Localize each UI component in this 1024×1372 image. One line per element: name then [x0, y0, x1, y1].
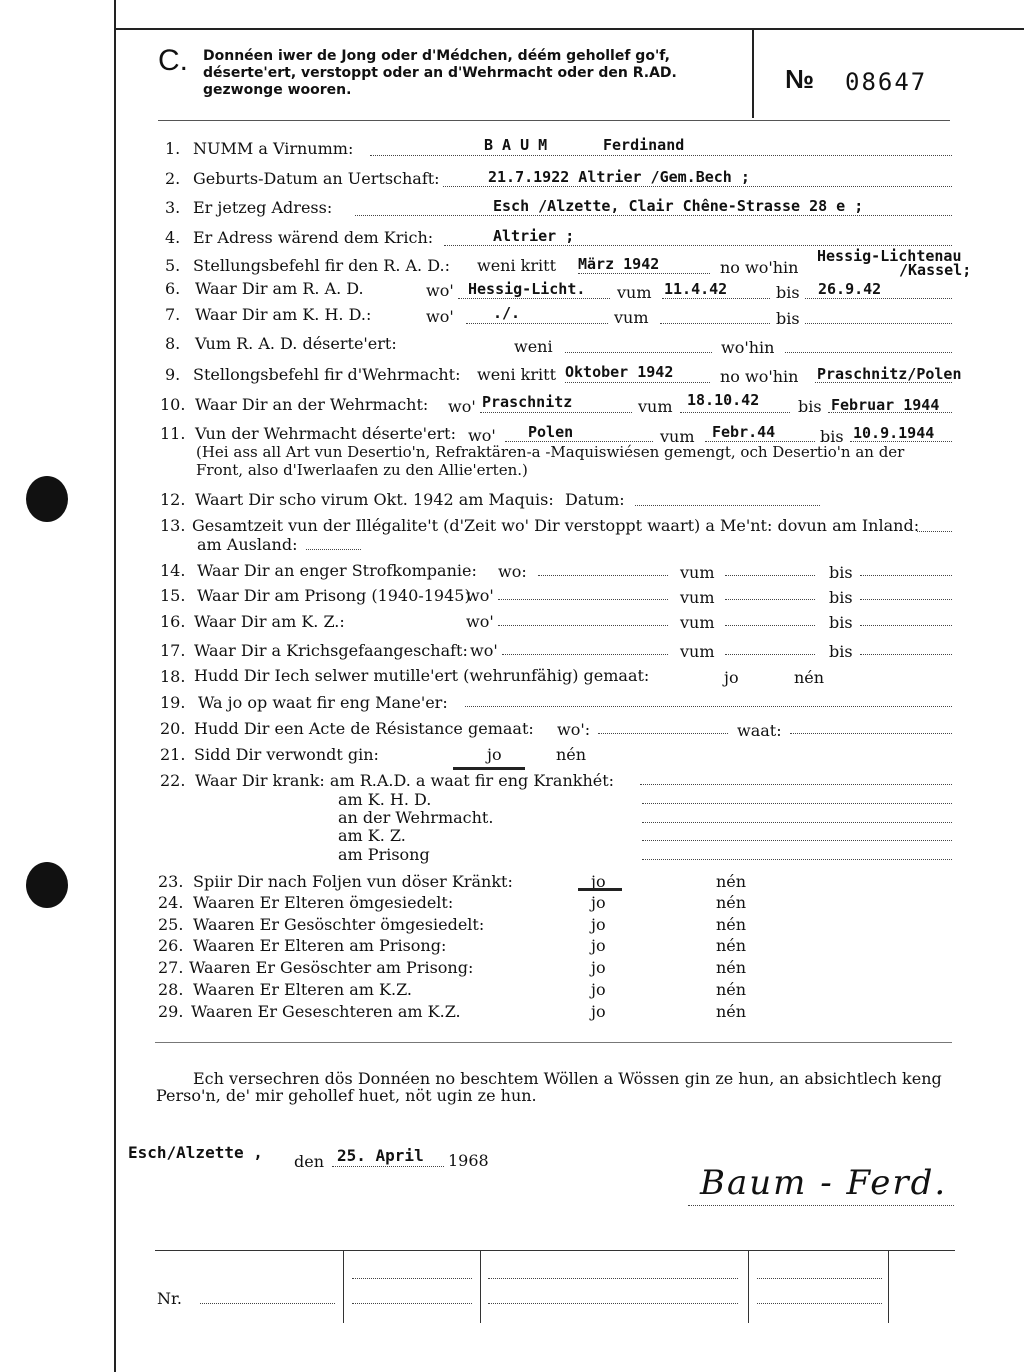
field-label: Vun der Wehrmacht déserte'ert:: [195, 424, 456, 443]
field-label: bis: [829, 563, 853, 582]
wehrmacht-to: Februar 1944: [831, 396, 940, 414]
field-label: Waart Dir scho virum Okt. 1942 am Maquis:: [195, 490, 554, 509]
yes-underline: [578, 888, 622, 891]
field-label: bis: [776, 283, 800, 302]
signature-line: [688, 1205, 954, 1206]
fill-line: [757, 1278, 882, 1279]
desertion-note: (Hei ass all Art vun Desertio'n, Refraktären-a -Maquiswiésen gemengt, och Desertio'n an der: [196, 443, 905, 461]
fill-line: [458, 298, 610, 299]
row-number: 12.: [160, 490, 186, 509]
field-label: weni kritt: [477, 365, 556, 384]
option-yes: jo: [591, 936, 606, 955]
row-number: 1.: [165, 139, 181, 158]
field-label: Waar Dir am K. Z.:: [194, 612, 345, 631]
row-number: 23.: [158, 872, 184, 891]
row-number: 25.: [158, 915, 184, 934]
wehrmacht-order-place: Praschnitz/Polen: [817, 365, 962, 383]
surname-value: B A U M: [484, 136, 548, 154]
row-number: 19.: [160, 693, 186, 712]
fill-line: [578, 273, 710, 274]
field-label: Waar Dir am R. A. D.: [195, 279, 364, 298]
field-label: Stellongsbefehl fir d'Wehrmacht:: [193, 365, 461, 384]
year-value: 1968: [448, 1151, 489, 1170]
option-yes: jo: [591, 980, 606, 999]
fill-line: [662, 298, 770, 299]
header-divider: [752, 28, 754, 118]
field-label: Spiir Dir nach Foljen vun döser Kränkt:: [193, 872, 513, 891]
field-label: Waar Dir an der Wehrmacht:: [195, 395, 429, 414]
date-value: 25. April: [337, 1146, 424, 1165]
field-label: waat:: [737, 721, 782, 740]
form-section-letter: C.: [158, 44, 188, 77]
field-label: vum: [638, 397, 673, 416]
row-number: 24.: [158, 893, 184, 912]
field-label: vum: [617, 283, 652, 302]
field-label: bis: [776, 309, 800, 328]
field-label: wo': [466, 612, 494, 631]
option-yes: jo: [591, 872, 606, 891]
field-label: bis: [829, 588, 853, 607]
field-label: Waaren Er Gesöschter am Prisong:: [189, 958, 474, 977]
punch-hole-bottom: [26, 862, 68, 908]
field-label: wo': [448, 397, 476, 416]
field-label: Waar Dir am K. H. D.:: [195, 305, 372, 324]
row-number: 18.: [160, 667, 186, 686]
birth-value: 21.7.1922 Altrier /Gem.Bech ;: [488, 168, 750, 186]
fill-line: [917, 531, 952, 532]
field-label: Vum R. A. D. déserte'ert:: [195, 334, 397, 353]
fill-line: [640, 784, 952, 785]
fill-line: [860, 599, 952, 600]
field-label: Hudd Dir een Acte de Résistance gemaat:: [194, 719, 534, 738]
row-number: 20.: [160, 719, 186, 738]
field-label: wo': [470, 641, 498, 660]
field-label: vum: [680, 588, 715, 607]
option-yes: jo: [724, 668, 739, 687]
fill-line: [725, 599, 815, 600]
fill-line: [498, 625, 668, 626]
fill-line: [488, 1278, 738, 1279]
sub-label: am K. H. D.: [338, 790, 432, 809]
desertion-note-2: Front, also d'Iwerlaafen zu den Allie'erten.): [196, 461, 528, 479]
field-label: weni kritt: [477, 256, 556, 275]
field-label-name: NUMM a Virnumm:: [193, 139, 354, 158]
field-label: vum: [680, 642, 715, 661]
fill-line: [635, 505, 820, 506]
field-label: Hudd Dir Iech selwer mutille'ert (wehrunfähig) gemaat:: [194, 666, 650, 685]
field-label: Waar Dir an enger Strofkompanie:: [197, 561, 477, 580]
fill-line: [538, 575, 668, 576]
rad-order-date: März 1942: [578, 255, 660, 273]
wehrmacht-from: 18.10.42: [687, 391, 760, 409]
field-label: wo': [426, 281, 454, 300]
option-yes: jo: [487, 745, 502, 764]
field-label: wo': [468, 426, 496, 445]
date-label: den: [294, 1152, 325, 1171]
field-label: Waar Dir krank: am R.A.D. a waat fir eng Krankhét:: [195, 771, 615, 790]
fill-line: [565, 382, 710, 383]
option-no: nén: [794, 668, 825, 687]
fill-line: [498, 599, 668, 600]
fill-line: [466, 323, 608, 324]
field-label: wo': [426, 307, 454, 326]
strike-mark: [453, 767, 525, 770]
field-label: no wo'hin: [720, 367, 799, 386]
table-column-rule: [343, 1251, 344, 1323]
row-number: 4.: [165, 228, 181, 247]
war-address-value: Altrier ;: [493, 227, 575, 245]
fill-line: [642, 803, 952, 804]
punch-hole-top: [26, 476, 68, 522]
fill-line: [642, 840, 952, 841]
field-label-address: Er jetzeg Adress:: [193, 198, 333, 217]
fill-line: [332, 1166, 444, 1167]
fill-line: [805, 298, 952, 299]
fill-line: [757, 1303, 882, 1304]
field-label-birth: Geburts-Datum an Uertschaft:: [193, 169, 440, 188]
row-number: 11.: [160, 424, 186, 443]
firstname-value: Ferdinand: [603, 136, 685, 154]
desertion-to: 10.9.1944: [853, 424, 935, 442]
field-label: Datum:: [565, 490, 625, 509]
field-label: Waaren Er Gesöschter ömgesiedelt:: [193, 915, 485, 934]
field-label: vum: [680, 613, 715, 632]
address-value: Esch /Alzette, Clair Chêne-Strasse 28 e ;: [493, 197, 864, 215]
wehrmacht-order-date: Oktober 1942: [565, 363, 674, 381]
fill-line: [565, 352, 712, 353]
fill-line: [725, 625, 815, 626]
row-number: 29.: [158, 1002, 184, 1021]
option-no: nén: [716, 980, 747, 999]
row-number: 17.: [160, 641, 186, 660]
field-label: wo:: [498, 562, 527, 581]
field-label: Waaren Er Geseschteren am K.Z.: [191, 1002, 461, 1021]
field-label: vum: [614, 308, 649, 327]
field-label: wo':: [557, 720, 591, 739]
fill-line: [598, 733, 728, 734]
fill-line: [860, 575, 952, 576]
rad-to: 26.9.42: [818, 280, 882, 298]
fill-line: [465, 706, 952, 707]
field-label: vum: [660, 427, 695, 446]
row-number: 3.: [165, 198, 181, 217]
fill-line: [502, 654, 668, 655]
row-number: 15.: [160, 586, 186, 605]
nr-label: Nr.: [157, 1289, 182, 1308]
field-label: bis: [829, 613, 853, 632]
fill-line: [860, 625, 952, 626]
fill-line: [642, 859, 952, 860]
fill-line: [642, 822, 952, 823]
number-label: №: [785, 64, 814, 94]
field-label: wo': [466, 586, 494, 605]
footer-table: [155, 1250, 955, 1323]
option-no: nén: [716, 872, 747, 891]
sub-label: an der Wehrmacht.: [338, 808, 494, 827]
field-label: am Ausland:: [197, 535, 298, 554]
fill-line: [355, 215, 952, 216]
option-no: nén: [716, 893, 747, 912]
option-yes: jo: [591, 958, 606, 977]
row-number: 10.: [160, 395, 186, 414]
field-label: no wo'hin: [720, 258, 799, 277]
field-label: vum: [680, 563, 715, 582]
khd-place: ./.: [493, 304, 521, 322]
signature: Baum - Ferd.: [700, 1163, 948, 1203]
fill-line: [352, 1278, 472, 1279]
table-column-rule: [888, 1251, 889, 1323]
declaration-text-2: Perso'n, de' mir gehollef huet, nöt ugin ze hun.: [156, 1086, 537, 1105]
section-rule: [155, 1042, 952, 1043]
field-label: Waar Dir am Prisong (1940-1945): [197, 586, 471, 605]
row-number: 26.: [158, 936, 184, 955]
option-no: nén: [716, 915, 747, 934]
field-label: Waar Dir a Krichsgefaangeschaft:: [194, 641, 468, 660]
option-no: nén: [556, 745, 587, 764]
row-number: 2.: [165, 169, 181, 188]
field-label-war-address: Er Adress wärend dem Krich:: [193, 228, 434, 247]
field-label: Wa jo op waat fir eng Mane'er:: [198, 693, 448, 712]
row-number: 22.: [160, 771, 186, 790]
form-title: Donnéen iwer de Jong oder d'Médchen, déém gehollef go'f, déserte'ert, verstoppt oder an d'Wehrmacht oder den R.AD. gezwonge wooren.: [203, 48, 677, 98]
field-label: bis: [820, 427, 844, 446]
fill-line: [443, 186, 952, 187]
sub-label: am K. Z.: [338, 826, 406, 845]
left-border: [114, 0, 116, 1372]
rad-order-place: Hessig-Lichtenau: [817, 247, 962, 265]
row-number: 16.: [160, 612, 186, 631]
row-number: 7.: [165, 305, 181, 324]
row-number: 13.: [160, 516, 186, 535]
row-number: 8.: [165, 334, 181, 353]
fill-line: [705, 441, 815, 442]
fill-line: [725, 575, 815, 576]
top-border: [114, 28, 1024, 30]
fill-line: [370, 155, 952, 156]
fill-line: [805, 323, 952, 324]
row-number: 27.: [158, 958, 184, 977]
rad-place: Hessig-Licht.: [468, 280, 586, 298]
wehrmacht-place: Praschnitz: [482, 393, 573, 411]
fill-line: [790, 733, 952, 734]
field-label: bis: [829, 642, 853, 661]
header-rule: [158, 120, 950, 121]
field-label: wo'hin: [721, 338, 775, 357]
option-no: nén: [716, 1002, 747, 1021]
option-yes: jo: [591, 1002, 606, 1021]
field-label: Waaren Er Elteren am K.Z.: [193, 980, 413, 999]
table-column-rule: [480, 1251, 481, 1323]
desertion-from: Febr.44: [712, 423, 776, 441]
rad-order-place-2: /Kassel;: [899, 261, 972, 279]
fill-line: [860, 654, 952, 655]
place-value: Esch/Alzette ,: [128, 1143, 263, 1162]
rad-from: 11.4.42: [664, 280, 728, 298]
row-number: 9.: [165, 365, 181, 384]
row-number: 21.: [160, 745, 186, 764]
fill-line: [200, 1303, 335, 1304]
field-label: Gesamtzeit vun der Illégalite't (d'Zeit wo' Dir verstoppt waart) a Me'nt: dovun am Inland:: [192, 516, 920, 535]
option-no: nén: [716, 936, 747, 955]
row-number: 5.: [165, 256, 181, 275]
field-label: Waaren Er Elteren ömgesiedelt:: [193, 893, 454, 912]
sub-label: am Prisong: [338, 845, 430, 864]
fill-line: [306, 549, 361, 550]
form-number: 08647: [845, 68, 928, 96]
desertion-place: Polen: [528, 423, 574, 441]
fill-line: [352, 1303, 472, 1304]
fill-line: [480, 412, 632, 413]
row-number: 28.: [158, 980, 184, 999]
fill-line: [785, 352, 952, 353]
field-label: Stellungsbefehl fir den R. A. D.:: [193, 256, 450, 275]
field-label: Waaren Er Elteren am Prisong:: [193, 936, 447, 955]
row-number: 14.: [160, 561, 186, 580]
row-number: 6.: [165, 279, 181, 298]
declaration-text: Ech versechren dös Donnéen no beschtem Wöllen a Wössen gin ze hun, an absichtlech keng: [193, 1069, 942, 1088]
field-label: Sidd Dir verwondt gin:: [194, 745, 379, 764]
fill-line: [725, 654, 815, 655]
option-yes: jo: [591, 915, 606, 934]
fill-line: [444, 245, 952, 246]
field-label: bis: [798, 397, 822, 416]
option-no: nén: [716, 958, 747, 977]
table-column-rule: [748, 1251, 749, 1323]
option-yes: jo: [591, 893, 606, 912]
fill-line: [660, 323, 770, 324]
field-label: weni: [514, 337, 553, 356]
fill-line: [488, 1303, 738, 1304]
fill-line: [680, 412, 790, 413]
fill-line: [505, 441, 653, 442]
